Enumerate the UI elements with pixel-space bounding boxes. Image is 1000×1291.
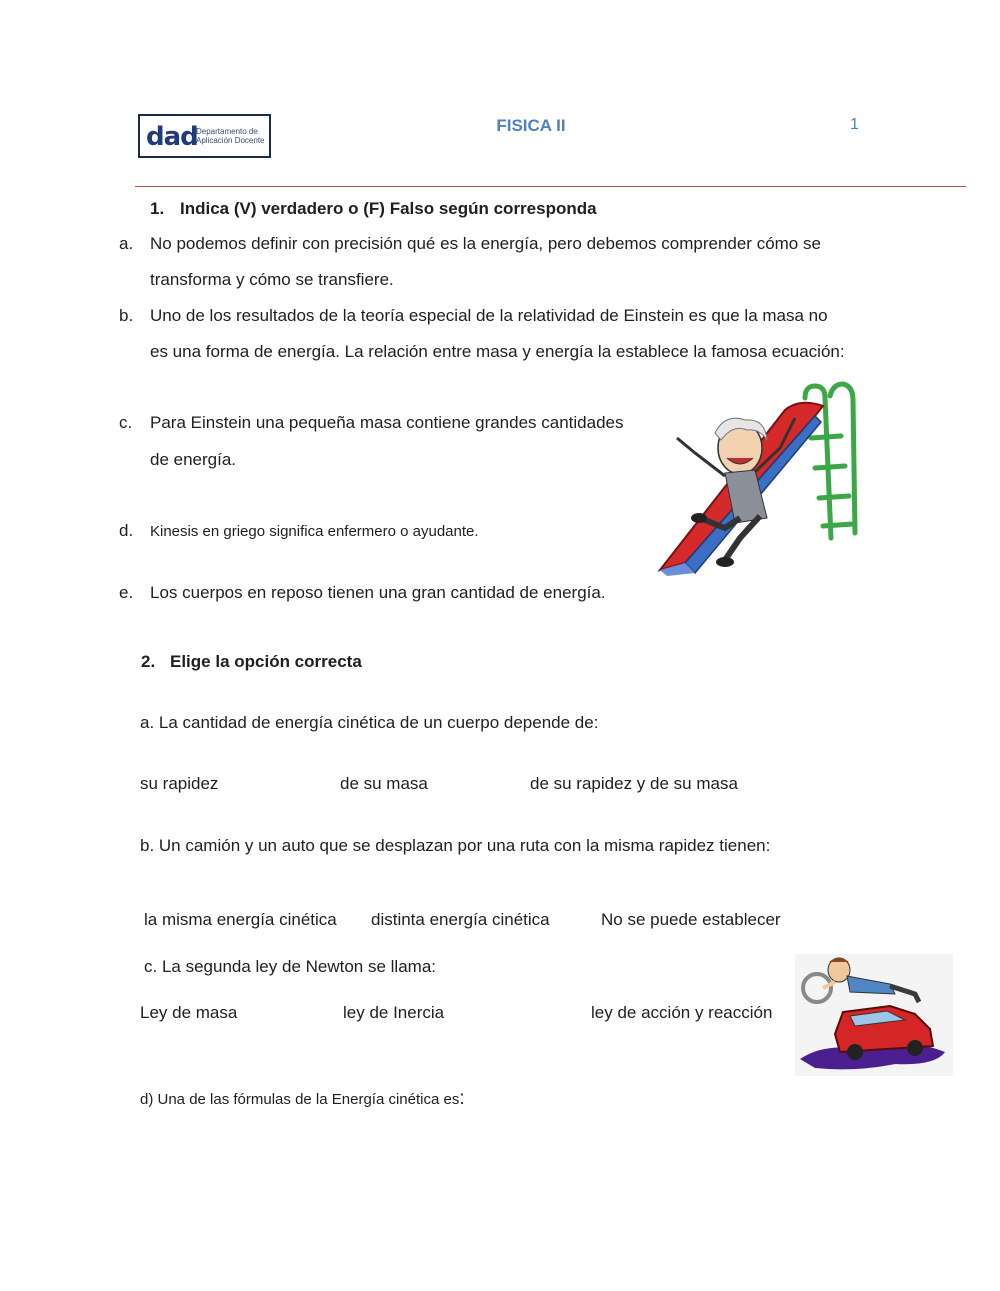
question-d-text: d) Una de las fórmulas de la Energía cinética es bbox=[140, 1091, 460, 1108]
logo-department: Departamento de Aplicación Docente bbox=[196, 127, 265, 145]
question-d-colon: : bbox=[459, 1088, 465, 1109]
question-c: c. La segunda ley de Newton se llama: bbox=[144, 957, 437, 976]
section1-number: 1. bbox=[150, 199, 165, 218]
page-number: 1 bbox=[850, 116, 859, 133]
question-a-option-1: su rapidez bbox=[140, 774, 219, 793]
question-c-option-1: Ley de masa bbox=[140, 1003, 238, 1022]
item-b-marker: b. bbox=[119, 306, 134, 325]
question-c-option-3: ley de acción y reacción bbox=[591, 1003, 773, 1022]
item-c-marker: c. bbox=[119, 413, 133, 432]
question-a-option-2: de su masa bbox=[340, 774, 428, 793]
item-e-marker: e. bbox=[119, 583, 134, 602]
item-b-line2: es una forma de energía. La relación entre masa y energía la establece la famosa ecuación: bbox=[150, 342, 845, 361]
question-b-option-3: No se puede establecer bbox=[601, 910, 781, 929]
logo-text: dad bbox=[146, 122, 198, 152]
item-a-marker: a. bbox=[119, 234, 134, 253]
question-b-option-2: distinta energía cinética bbox=[371, 910, 550, 929]
item-c-line2: de energía. bbox=[150, 450, 237, 469]
item-e-line1: Los cuerpos en reposo tienen una gran cantidad de energía. bbox=[150, 583, 606, 602]
question-b: b. Un camión y un auto que se desplazan por una ruta con la misma rapidez tienen: bbox=[140, 836, 771, 855]
car-crash-illustration bbox=[795, 954, 953, 1076]
question-d bbox=[140, 1088, 465, 1111]
item-d-line1: Kinesis en griego significa enfermero o ayudante. bbox=[150, 523, 479, 540]
question-b-option-1: la misma energía cinética bbox=[144, 910, 337, 929]
item-a-line2: transforma y cómo se transfiere. bbox=[150, 270, 394, 289]
item-b-line1: Uno de los resultados de la teoría especial de la relatividad de Einstein es que la masa no bbox=[150, 306, 828, 325]
question-c-option-2: ley de Inercia bbox=[343, 1003, 445, 1022]
page-title: FISICA II bbox=[496, 116, 566, 135]
header-divider bbox=[135, 186, 966, 187]
item-c-line1: Para Einstein una pequeña masa contiene grandes cantidades bbox=[150, 413, 624, 432]
question-a: a. La cantidad de energía cinética de un cuerpo depende de: bbox=[140, 713, 599, 732]
section1-heading: Indica (V) verdadero o (F) Falso según corresponda bbox=[180, 199, 597, 218]
einstein-slide-illustration bbox=[655, 378, 865, 578]
section2-number: 2. bbox=[141, 652, 156, 671]
item-a-line1: No podemos definir con precisión qué es la energía, pero debemos comprender cómo se bbox=[150, 234, 821, 253]
item-d-marker: d. bbox=[119, 521, 134, 540]
question-a-option-3: de su rapidez y de su masa bbox=[530, 774, 738, 793]
section2-heading: Elige la opción correcta bbox=[170, 652, 362, 671]
